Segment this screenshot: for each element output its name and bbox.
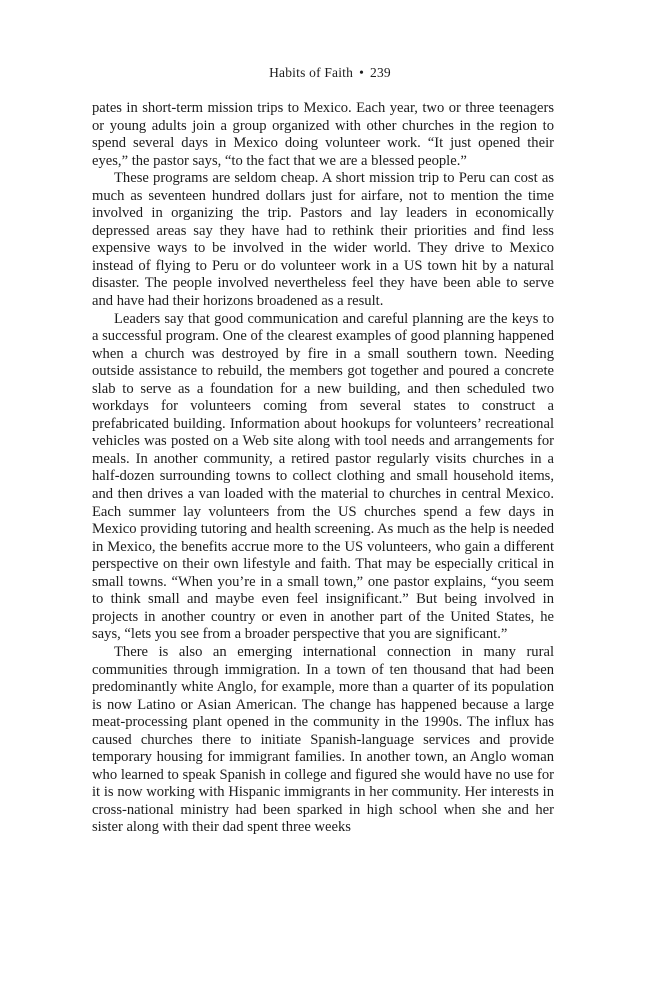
- page-number: 239: [370, 65, 391, 80]
- running-head: [106, 64, 554, 82]
- paragraph-continued: pates in short-term mission trips to Mexico. Each year, two or three teenagers or young adults join a group organized with other churches in the region to spend several days in Mexico doing volunteer work. “It just opened their eyes,” the pastor says, “to the fact that we are a blessed people.”: [92, 100, 554, 169]
- body-text: [92, 100, 554, 837]
- paragraph: Leaders say that good communication and careful planning are the keys to a successful program. One of the clearest examples of good planning happened when a church was destroyed by fire in a small southern town. Needing outside assistance to rebuild, the members got together and poured a concrete slab to serve as a foundation for a new building, and then scheduled two workdays for volunteers coming from several states to construct a prefabricated building. Information about hookups for volunteers’ recreational vehicles was posted on a Web site along with tool needs and arrangements for meals. In another community, a retired pastor regularly visits churches in a half-dozen surrounding towns to collect clothing and small household items, and then drives a van loaded with the material to churches in central Mexico. Each summer lay volunteers from the US churches spend a few days in Mexico providing tutoring and health screening. As much as the help is needed in Mexico, the benefits accrue more to the US volunteers, who gain a different perspective on their own lifestyle and faith. That may be especially critical in small towns. “When you’re in a small town,” one pastor explains, “you seem to think small and maybe even feel insignificant.” But being involved in projects in another country or even in another part of the United States, he says, “lets you see from a broader perspective that you are significant.”: [92, 310, 554, 643]
- book-page: [92, 64, 554, 837]
- running-head-separator: •: [359, 65, 365, 80]
- paragraph: These programs are seldom cheap. A short mission trip to Peru can cost as much as seventeen hundred dollars just for airfare, not to mention the time involved in organizing the trip. Pastors and lay leaders in economically depressed areas say they have had to rethink their priorities and find less expensive ways to be involved in the wider world. They drive to Mexico instead of flying to Peru or do volunteer work in a US town hit by a natural disaster. The people involved nevertheless feel they have been able to serve and have had their horizons broadened as a result.: [92, 170, 554, 310]
- running-head-title: Habits of Faith: [269, 65, 354, 80]
- paragraph: There is also an emerging international connection in many rural communities through immigration. In a town of ten thousand that had been predominantly white Anglo, for example, more than a quarter of its population is now Latino or Asian American. The change has happened because a large meat-processing plant opened in the community in the 1990s. The influx has caused churches there to initiate Spanish-language services and provide temporary housing for immigrant families. In another town, an Anglo woman who learned to speak Spanish in college and figured she would have no use for it is now working with Hispanic immigrants in her community. Her interests in cross-national ministry had been sparked in high school when she and her sister along with their dad spent three weeks: [92, 643, 554, 836]
